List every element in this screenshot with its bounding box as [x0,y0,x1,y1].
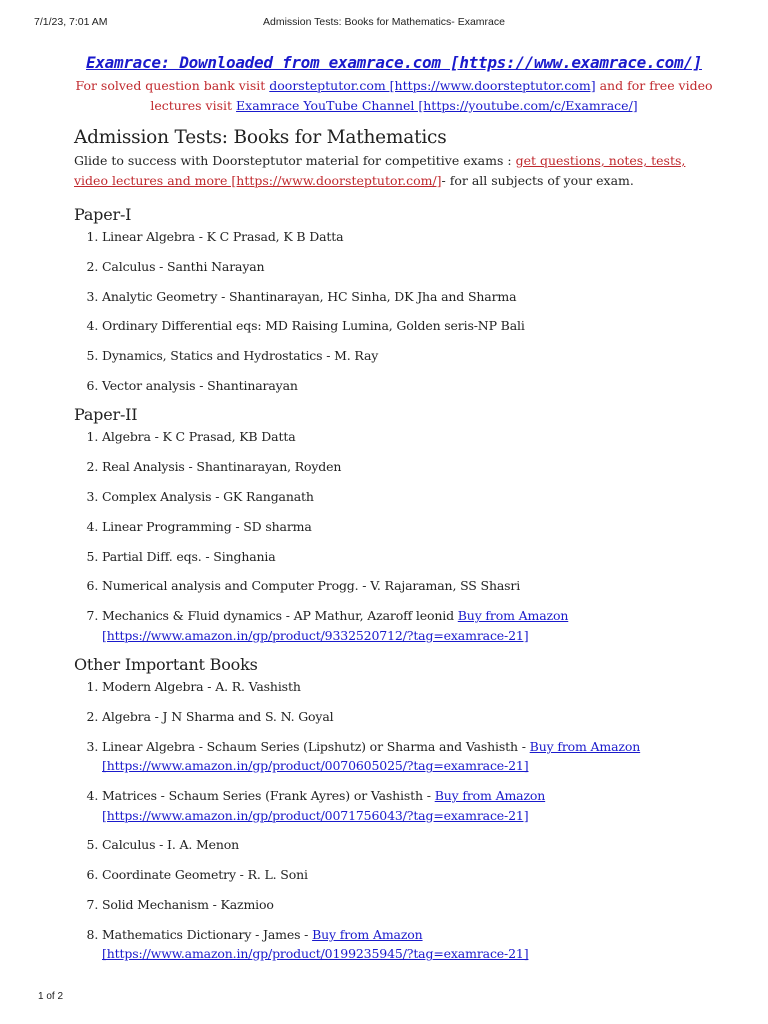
list-item: 5. Dynamics, Statics and Hydrostatics - M. Ray [102,346,714,366]
banner-note-middle: and for free video lectures visit [150,78,713,113]
list-item: 6. Coordinate Geometry - R. L. Soni [102,865,714,885]
list-item-text: Matrices - Schaum Series (Frank Ayres) or Vashisth - [102,788,431,804]
banner-note [74,76,714,116]
intro-paragraph [74,151,714,191]
document-content [74,53,714,964]
doorsteptutor-link[interactable]: doorsteptutor.com [https://www.doorsteptutor.com] [269,78,596,93]
list-item: 1. Linear Algebra - K C Prasad, K B Datta [102,227,714,247]
print-header [0,16,768,30]
print-title: Admission Tests: Books for Mathematics- Examrace [263,16,505,28]
list-item: 5. Calculus - I. A. Menon [102,835,714,855]
examrace-banner[interactable] [74,53,714,72]
list-item: 2. Real Analysis - Shantinarayan, Royden [102,457,714,477]
list-item: 6. Numerical analysis and Computer Progg. - V. Rajaraman, SS Shasri [102,576,714,596]
list-item: 5. Partial Diff. eqs. - Singhania [102,547,714,567]
intro-suffix: - for all subjects of your exam. [441,173,634,188]
list-item-text: Mathematics Dictionary - James - [102,926,309,942]
list-item [102,737,714,776]
list-item: 4. Linear Programming - SD sharma [102,517,714,537]
list-item: 3. Complex Analysis - GK Ranganath [102,487,714,507]
list-item-text: Linear Algebra - Schaum Series (Lipshutz) or Sharma and Vashisth - [102,738,526,754]
list-item-text: Mechanics & Fluid dynamics - AP Mathur, Azaroff leonid [102,608,454,624]
list-item [102,606,714,645]
list-item [102,925,714,964]
list-item: 7. Solid Mechanism - Kazmioo [102,895,714,915]
intro-prefix: Glide to success with Doorsteptutor material for competitive exams : [74,153,512,168]
list-item: 2. Algebra - J N Sharma and S. N. Goyal [102,707,714,727]
paper1-heading: Paper-I [74,205,132,224]
buy-from-amazon-link[interactable]: Buy from Amazon [https://www.amazon.in/gp/product/0199235945/?tag=examrace-21] [102,926,529,962]
list-item: 1. Modern Algebra - A. R. Vashisth [102,677,714,697]
list-item: 1. Algebra - K C Prasad, KB Datta [102,427,714,447]
list-item [102,786,714,825]
intro-doorsteptutor-link[interactable]: get questions, notes, tests, video lectures and more [https://www.doorsteptutor.com/] [74,153,686,188]
banner-title[interactable]: Examrace: Downloaded from examrace.com [https://www.examrace.com/] [86,53,702,72]
other-books-heading: Other Important Books [74,655,258,675]
page-number: 1 of 2 [38,991,64,1002]
paper2-heading: Paper-II [74,405,138,425]
list-item: 6. Vector analysis - Shantinarayan [102,376,714,396]
buy-from-amazon-link[interactable]: Buy from Amazon [https://www.amazon.in/gp/product/0071756043/?tag=examrace-21] [102,788,546,823]
buy-from-amazon-link[interactable]: Buy from Amazon [https://www.amazon.in/gp/product/0070605025/?tag=examrace-21] [102,738,641,774]
print-date: 7/1/23, 7:01 AM [34,16,108,28]
buy-from-amazon-link[interactable]: Buy from Amazon [https://www.amazon.in/gp/product/9332520712/?tag=examrace-21] [102,608,569,643]
banner-note-prefix: For solved question bank visit [75,78,266,93]
list-item: 3. Analytic Geometry - Shantinarayan, HC Sinha, DK Jha and Sharma [102,287,714,307]
youtube-channel-link[interactable]: Examrace YouTube Channel [https://youtube.com/c/Examrace/] [236,98,638,113]
page-title: Admission Tests: Books for Mathematics [74,127,447,148]
list-item: 4. Ordinary Differential eqs: MD Raising Lumina, Golden seris-NP Bali [102,316,714,336]
list-item: 2. Calculus - Santhi Narayan [102,257,714,277]
paper1-list [74,227,714,395]
other-books-list [74,677,714,964]
paper2-list [74,427,714,645]
